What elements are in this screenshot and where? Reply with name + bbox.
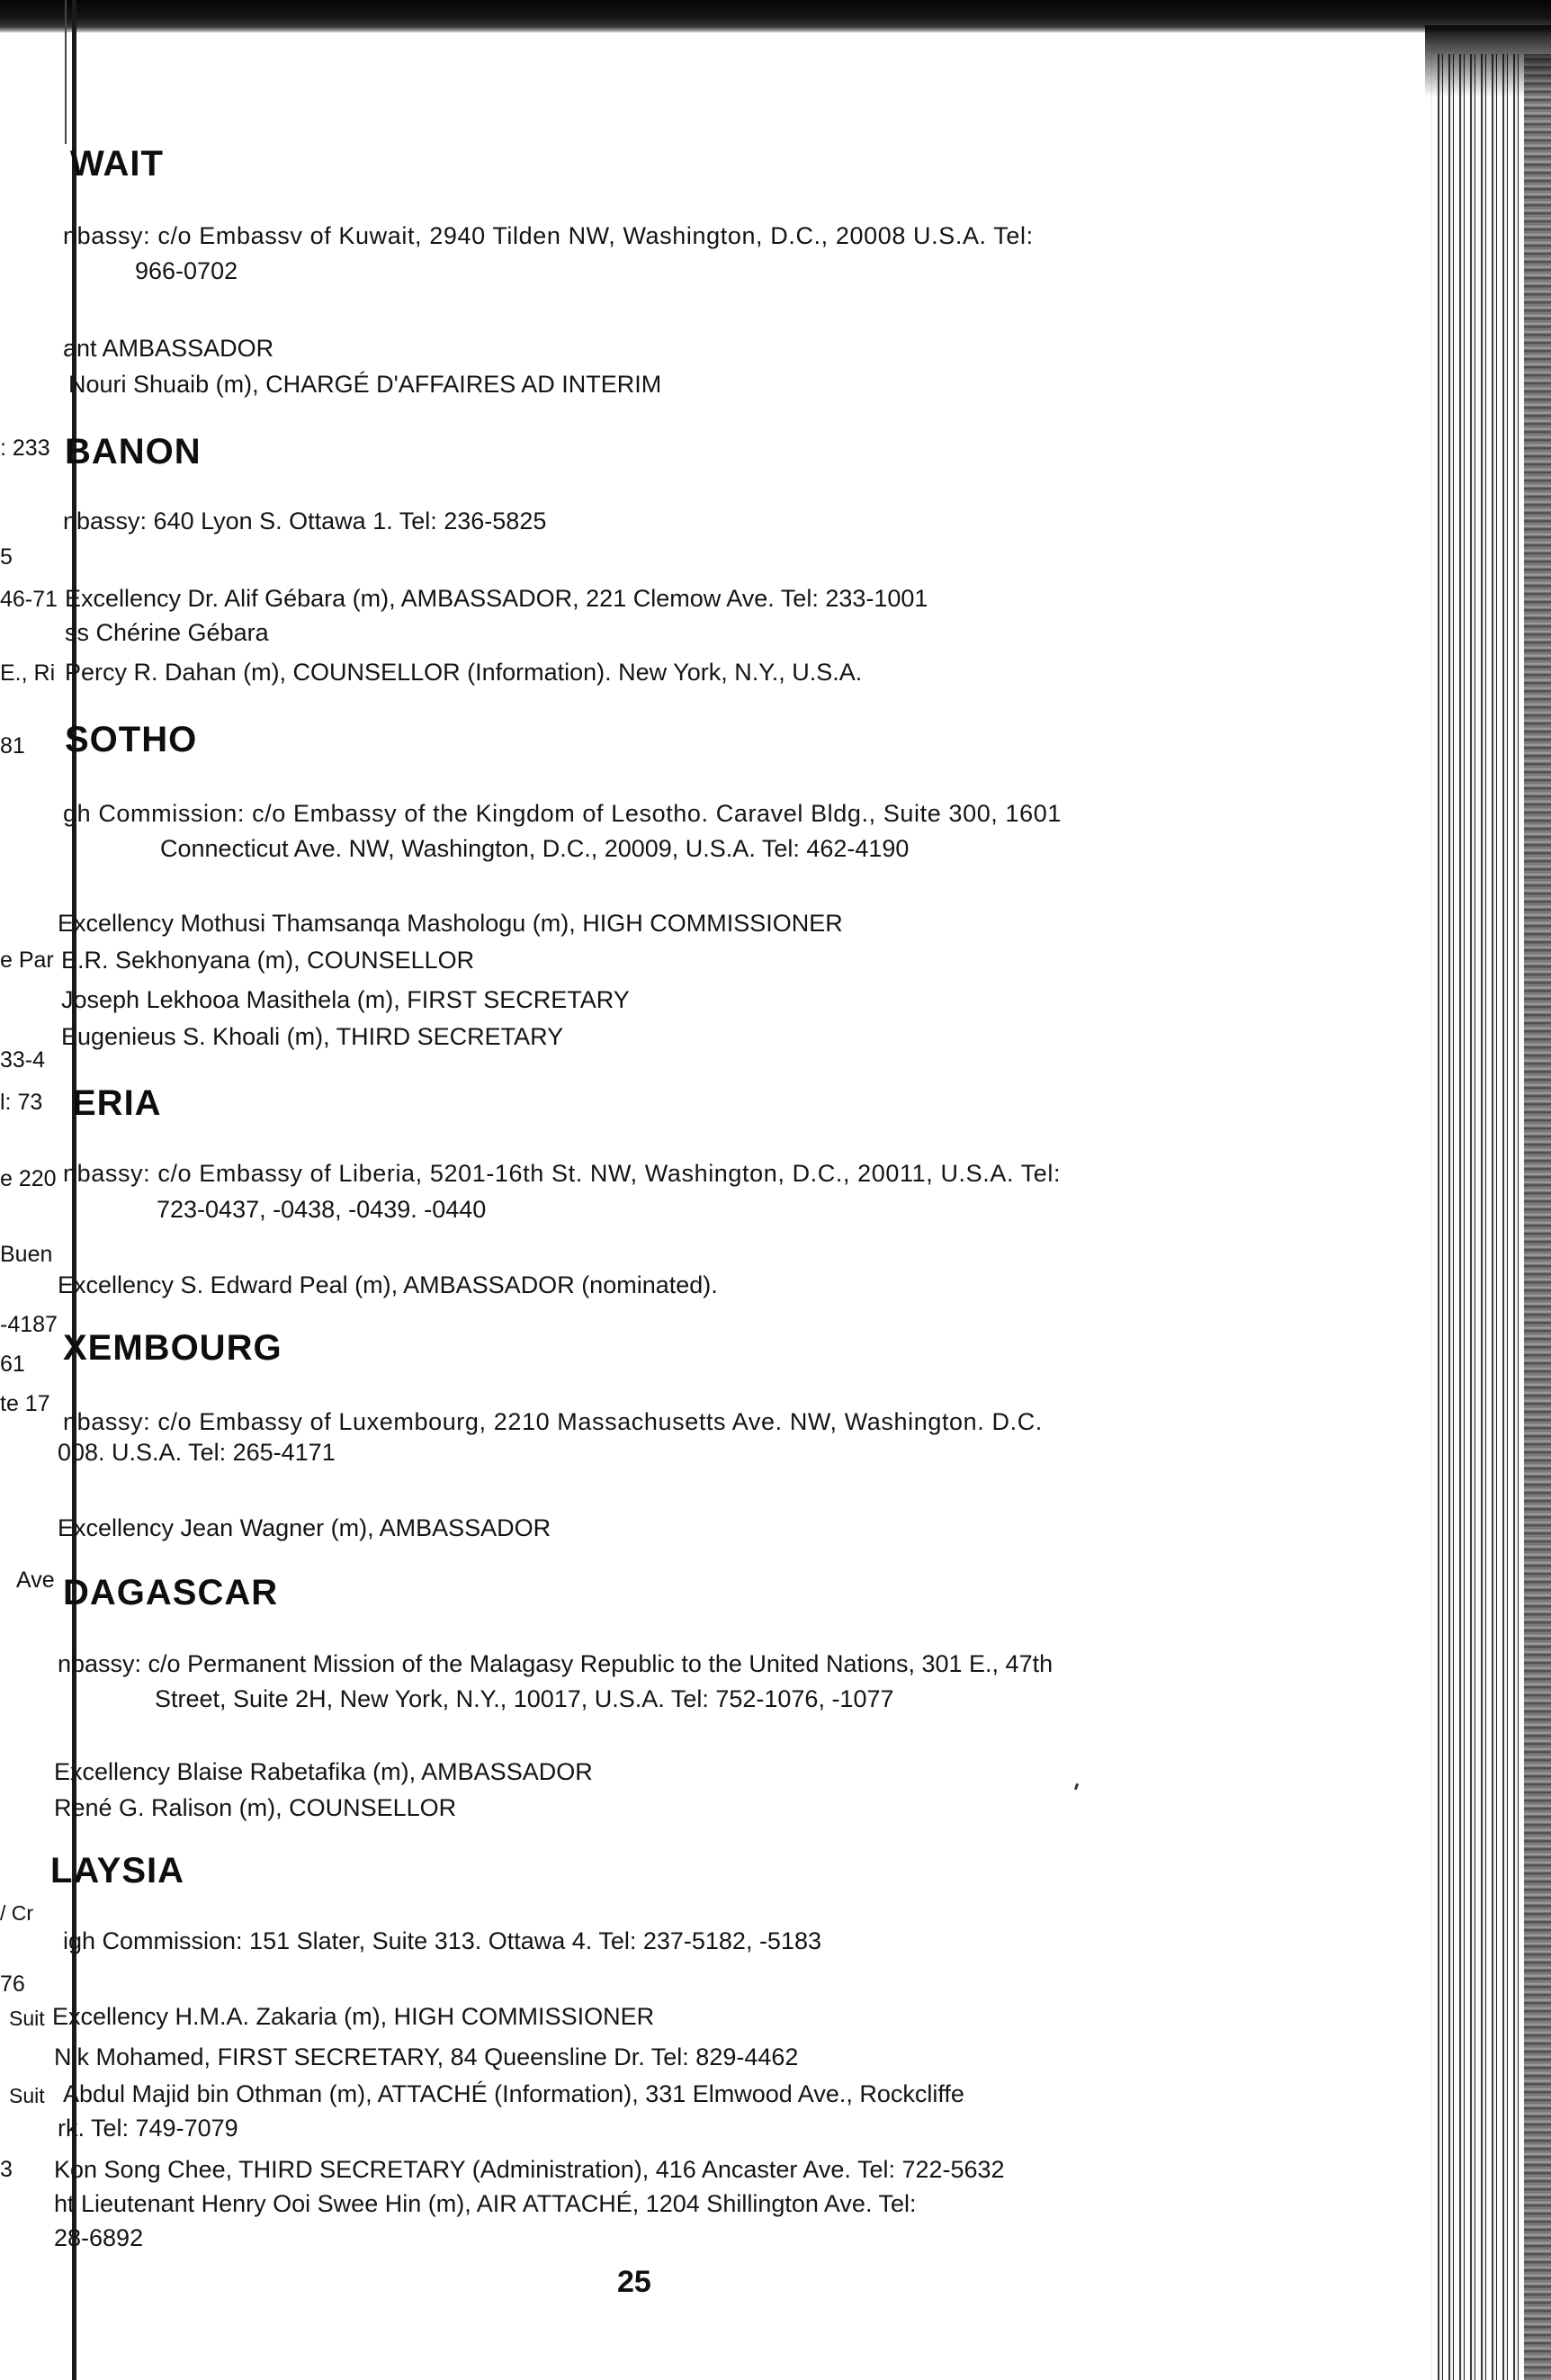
malaysia-staff-line-5: Kon Song Chee, THIRD SECRETARY (Administration), 416 Ancaster Ave. Tel: 722-5632 <box>54 2156 1005 2183</box>
lesotho-staff-line-3: Joseph Lekhooa Masithela (m), FIRST SECRETARY <box>61 986 630 1013</box>
left-fragment: e 220 <box>0 1166 57 1191</box>
malaysia-staff-line-6: ht Lieutenant Henry Ooi Swee Hin (m), AIR ATTACHÉ, 1204 Shillington Ave. Tel: <box>54 2190 917 2217</box>
malaysia-staff-line-7: 28-6892 <box>54 2224 144 2251</box>
malaysia-staff-line-4: rk. Tel: 749-7079 <box>58 2115 238 2142</box>
left-fragment: e Par <box>0 948 54 973</box>
left-fragment: l: 73 <box>0 1090 43 1115</box>
malaysia-staff-line-2: Nik Mohamed, FIRST SECRETARY, 84 Queensline Dr. Tel: 829-4462 <box>54 2043 799 2070</box>
left-fragment: Suit <box>9 2084 45 2107</box>
page-stack-texture <box>1524 54 1551 2380</box>
left-fragment: 46-71 <box>0 587 58 612</box>
left-fragment: 33-4 <box>0 1047 46 1073</box>
kuwait-staff-line-2: Nouri Shuaib (m), CHARGÉ D'AFFAIRES AD INTERIM <box>68 371 662 398</box>
section-heading-madagascar: DAGASCAR <box>63 1573 279 1612</box>
luxembourg-staff-line-1: Excellency Jean Wagner (m), AMBASSADOR <box>58 1514 551 1541</box>
lebanon-staff-line-3: Percy R. Dahan (m), COUNSELLOR (Information). New York, N.Y., U.S.A. <box>65 659 863 686</box>
malaysia-staff-line-3: Abdul Majid bin Othman (m), ATTACHÉ (Information), 331 Elmwood Ave., Rockcliffe <box>63 2080 964 2107</box>
left-fragment: 5 <box>0 544 13 570</box>
left-fragment: : 233 <box>0 436 50 461</box>
lesotho-embassy-line-2: Connecticut Ave. NW, Washington, D.C., 20009, U.S.A. Tel: 462-4190 <box>160 835 910 862</box>
left-fragment: 81 <box>0 733 25 759</box>
page-number: 25 <box>617 2265 651 2299</box>
left-fragment: Suit <box>9 2007 45 2030</box>
luxembourg-embassy-line-1: nbassy: c/o Embassy of Luxembourg, 2210 Massachusetts Ave. NW, Washington. D.C. <box>63 1408 1043 1435</box>
left-fragment: 3 <box>0 2157 13 2182</box>
left-fragment: Buen <box>0 1242 53 1267</box>
liberia-staff-line-1: Excellency S. Edward Peal (m), AMBASSADOR (nominated). <box>58 1271 718 1298</box>
madagascar-embassy-line-2: Street, Suite 2H, New York, N.Y., 10017, U.S.A. Tel: 752-1076, -1077 <box>155 1685 894 1712</box>
section-heading-kuwait: WAIT <box>70 144 164 184</box>
malaysia-staff-line-1: Excellency H.M.A. Zakaria (m), HIGH COMMISSIONER <box>52 2003 655 2030</box>
madagascar-staff-line-2: René G. Ralison (m), COUNSELLOR <box>54 1794 457 1821</box>
left-fragment: E., Ri <box>0 660 56 686</box>
liberia-embassy-line-2: 723-0437, -0438, -0439. -0440 <box>157 1196 487 1223</box>
madagascar-staff-line-1: Excellency Blaise Rabetafika (m), AMBASSADOR <box>54 1758 593 1785</box>
section-heading-malaysia: LAYSIA <box>50 1851 185 1891</box>
section-heading-lebanon: BANON <box>65 432 202 472</box>
lesotho-staff-line-4: Eugenieus S. Khoali (m), THIRD SECRETARY <box>61 1023 564 1050</box>
page-top-shadow <box>0 0 1551 32</box>
kuwait-staff-line-1: ant AMBASSADOR <box>63 335 274 362</box>
madagascar-embassy-line-1: nbassy: c/o Permanent Mission of the Malagasy Republic to the United Nations, 301 E., 47th <box>58 1650 1053 1677</box>
left-fragment: Ave <box>16 1567 55 1593</box>
lebanon-embassy-line-1: nbassy: 640 Lyon S. Ottawa 1. Tel: 236-5825 <box>63 507 547 534</box>
luxembourg-embassy-line-2: 008. U.S.A. Tel: 265-4171 <box>58 1439 336 1466</box>
section-heading-liberia: ERIA <box>72 1083 162 1123</box>
kuwait-embassy-line-1: nbassy: c/o Embassv of Kuwait, 2940 Tilden NW, Washington, D.C., 20008 U.S.A. Tel: <box>63 222 1034 249</box>
kuwait-embassy-line-2: 966-0702 <box>135 257 238 284</box>
lesotho-embassy-line-1: gh Commission: c/o Embassy of the Kingdom of Lesotho. Caravel Bldg., Suite 300, 1601 <box>63 800 1062 827</box>
lesotho-staff-line-2: E.R. Sekhonyana (m), COUNSELLOR <box>61 947 475 974</box>
section-heading-lesotho: SOTHO <box>65 720 198 759</box>
binding-gutter-thin <box>65 0 67 144</box>
lebanon-staff-line-1: Excellency Dr. Alif Gébara (m), AMBASSADOR, 221 Clemow Ave. Tel: 233-1001 <box>65 585 928 612</box>
left-fragment: 61 <box>0 1352 25 1377</box>
malaysia-embassy-line-1: igh Commission: 151 Slater, Suite 313. Ottawa 4. Tel: 237-5182, -5183 <box>63 1927 821 1954</box>
left-fragment: te 17 <box>0 1391 50 1416</box>
liberia-embassy-line-1: nbassy: c/o Embassy of Liberia, 5201-16th St. NW, Washington, D.C., 20011, U.S.A. Tel: <box>63 1160 1062 1187</box>
left-fragment: -4187 <box>0 1312 58 1337</box>
left-fragment: / Cr <box>0 1901 34 1925</box>
page-stack-shadow <box>1425 25 1551 97</box>
left-fragment: 76 <box>0 1971 25 1997</box>
lebanon-staff-line-2: ss Chérine Gébara <box>65 619 269 646</box>
lesotho-staff-line-1: Excellency Mothusi Thamsanqa Mashologu (m), HIGH COMMISSIONER <box>58 910 843 937</box>
section-heading-luxembourg: XEMBOURG <box>63 1328 282 1368</box>
